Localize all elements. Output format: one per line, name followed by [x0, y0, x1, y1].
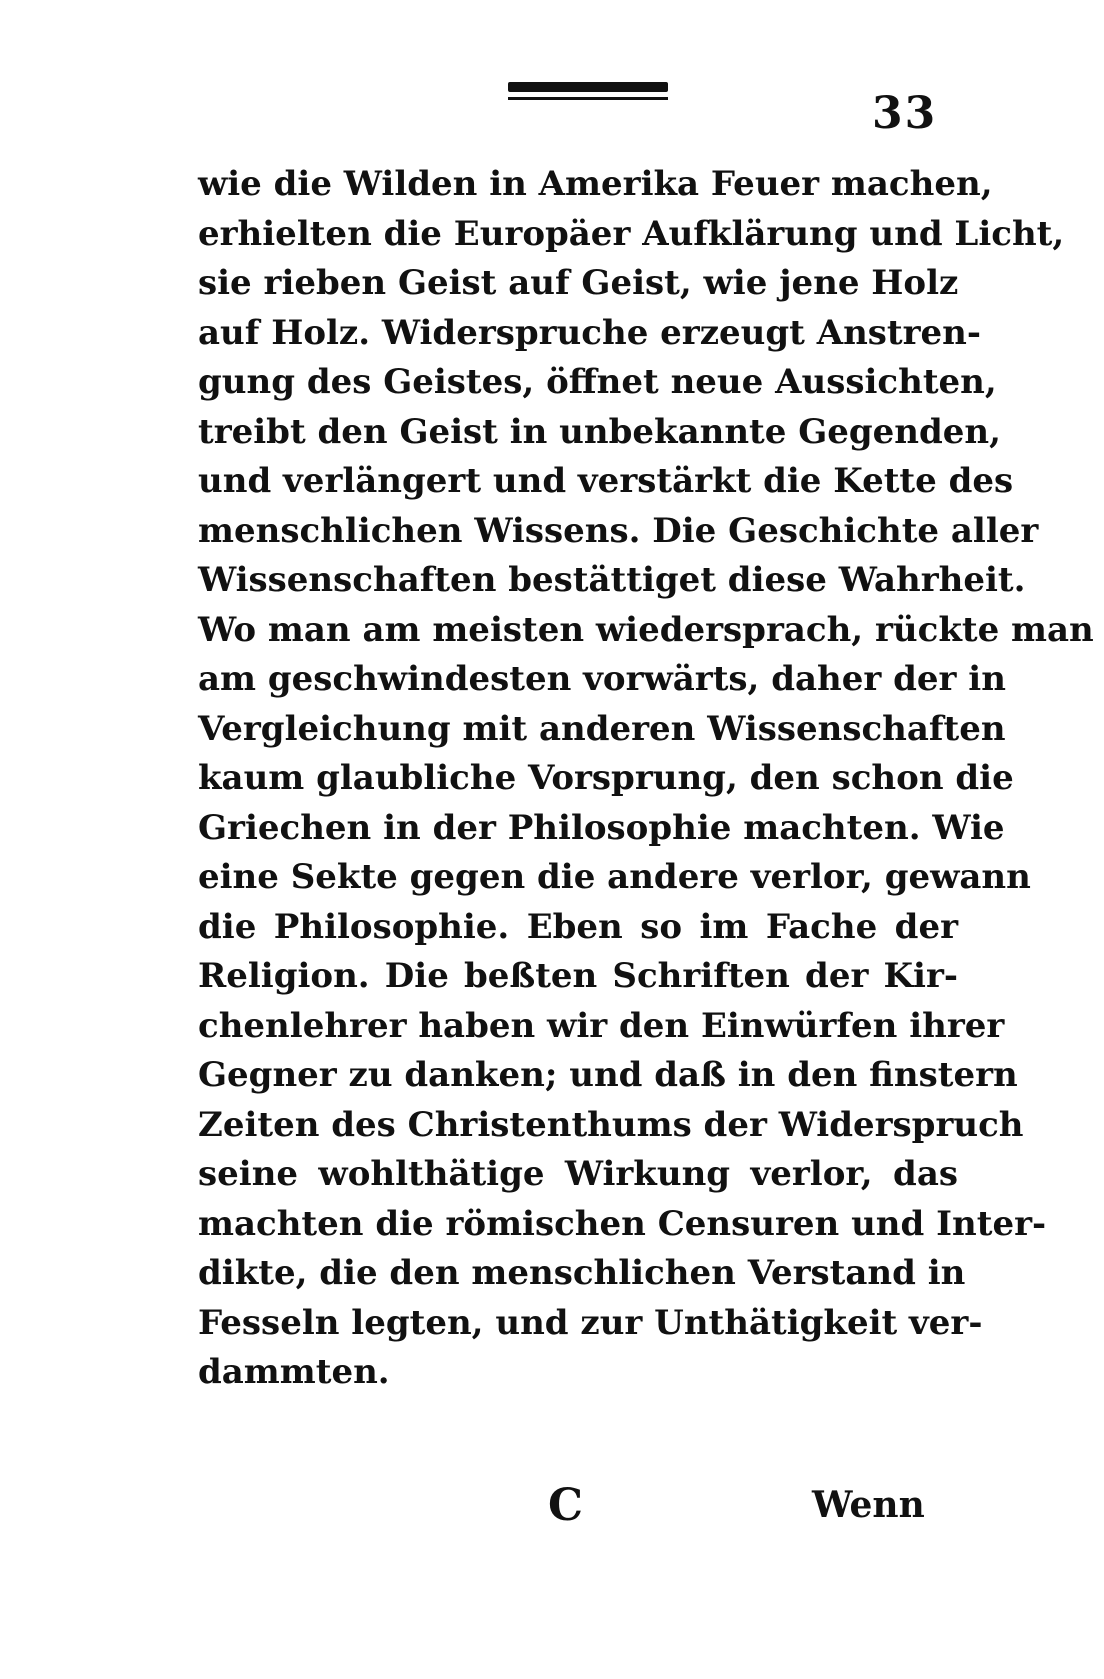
- text-line: machten die römischen Censuren und Inter-: [198, 1203, 1047, 1244]
- text-line: auf Holz. Widerspruche erzeugt Anstren-: [198, 312, 982, 353]
- text-line: treibt den Geist in unbekannte Gegenden,: [198, 411, 1001, 452]
- signature-mark: C: [548, 1480, 584, 1531]
- text-line: sie rieben Geist auf Geist, wie jene Holz: [198, 263, 959, 303]
- text-line: erhielten die Europäer Aufklärung und Licht,: [198, 213, 1065, 254]
- footer-catchline: [0, 1480, 1104, 1540]
- text-line: gung des Geistes, öffnet neue Aussichten,: [198, 362, 997, 402]
- text-line: eine Sekte gegen die andere verlor, gewann: [198, 857, 1031, 897]
- text-line: chenlehrer haben wir den Einwürfen ihrer: [198, 1005, 1005, 1046]
- text-line: und verlängert und verstärkt die Kette des: [198, 461, 1014, 501]
- text-line: seine wohlthätige Wirkung verlor, das: [198, 1154, 958, 1194]
- text-line: dikte, die den menschlichen Verstand in: [198, 1253, 966, 1293]
- text-line: kaum glaubliche Vorsprung, den schon die: [198, 758, 1014, 798]
- catchword: Wenn: [812, 1484, 925, 1526]
- header-rule-thin: [508, 97, 668, 100]
- header-ornament-rule: [508, 82, 668, 104]
- text-line: die Philosophie. Eben so im Fache der: [198, 906, 958, 947]
- header-rule-thick: [508, 82, 668, 92]
- text-line: am geschwindesten vorwärts, daher der in: [198, 659, 1006, 699]
- text-line: Fesseln legten, und zur Unthätigkeit ver-: [198, 1302, 983, 1343]
- text-line: wie die Wilden in Amerika Feuer machen,: [198, 164, 993, 204]
- body-text: [198, 160, 1094, 1398]
- text-line: Wissenschaften bestättiget diese Wahrheit.: [198, 560, 1026, 600]
- text-line: menschlichen Wissens. Die Geschichte aller: [198, 510, 1039, 551]
- text-line: Zeiten des Christenthums der Widerspruch: [198, 1104, 1024, 1145]
- text-line: Wo man am meisten wiedersprach, rückte man: [198, 609, 1094, 650]
- page-number: 33: [872, 88, 938, 139]
- text-line: Vergleichung mit anderen Wissenschaften: [198, 708, 1006, 749]
- text-line: dammten.: [198, 1352, 390, 1392]
- text-line: Gegner zu danken; und daß in den finstern: [198, 1055, 1018, 1095]
- text-line: Griechen in der Philosophie machten. Wie: [198, 807, 1005, 848]
- text-line: Religion. Die beßten Schriften der Kir-: [198, 956, 958, 996]
